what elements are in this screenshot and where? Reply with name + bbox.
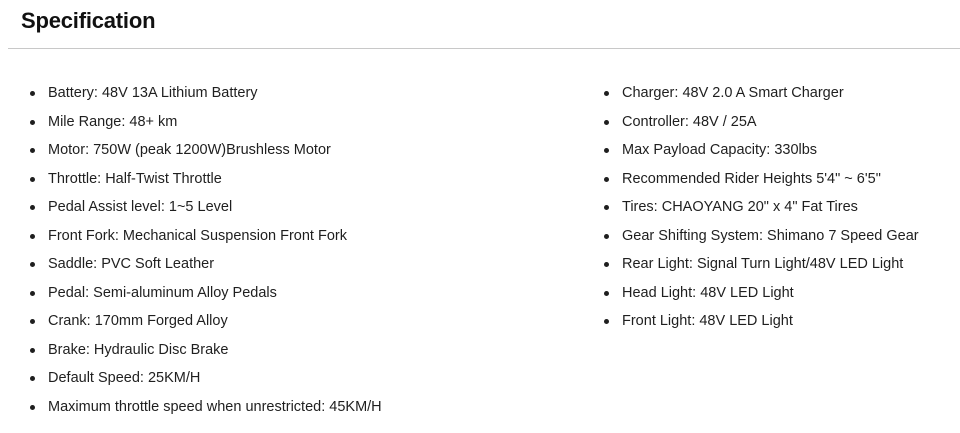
bullet-icon: [604, 177, 609, 182]
spec-item-text: Crank: 170mm Forged Alloy: [48, 313, 228, 329]
spec-item-text: Saddle: PVC Soft Leather: [48, 256, 215, 272]
spec-item-text: Maximum throttle speed when unrestricted: 45KM/H: [48, 398, 382, 415]
spec-item: [604, 250, 954, 279]
spec-item: [604, 79, 954, 108]
spec-item-text: Tires: CHAOYANG 20" x 4" Fat Tires: [622, 199, 858, 215]
spec-item: [30, 222, 550, 251]
bullet-icon: [604, 262, 609, 267]
spec-item: [30, 336, 550, 365]
bullet-icon: [604, 91, 609, 96]
spec-item-text: Rear Light: Signal Turn Light/48V LED Light: [622, 256, 904, 272]
spec-item: [604, 136, 954, 165]
bullet-icon: [604, 120, 609, 125]
spec-item: [30, 250, 550, 279]
spec-item: [604, 222, 954, 251]
bullet-icon: [30, 148, 35, 153]
title-divider: [8, 48, 960, 49]
bullet-icon: [604, 234, 609, 239]
bullet-icon: [604, 205, 609, 210]
spec-item-text: Battery: 48V 13A Lithium Battery: [48, 85, 258, 101]
spec-item-text: Throttle: Half-Twist Throttle: [48, 170, 222, 187]
bullet-icon: [30, 348, 35, 353]
spec-item-text: Brake: Hydraulic Disc Brake: [48, 341, 229, 358]
bullet-icon: [30, 120, 35, 125]
bullet-icon: [30, 205, 35, 210]
bullet-icon: [30, 376, 35, 381]
bullet-icon: [30, 177, 35, 182]
spec-item-text: Recommended Rider Heights 5'4" ~ 6'5": [622, 170, 881, 187]
spec-item: [30, 307, 550, 336]
bullet-icon: [604, 319, 609, 324]
spec-item-text: Motor: 750W (peak 1200W)Brushless Motor: [48, 142, 331, 158]
spec-item: [604, 307, 954, 336]
bullet-icon: [30, 291, 35, 296]
spec-list-right: [604, 79, 954, 336]
spec-item-text: Default Speed: 25KM/H: [48, 370, 201, 386]
spec-item-text: Front Light: 48V LED Light: [622, 313, 793, 329]
spec-item: [30, 193, 550, 222]
spec-item-text: Head Light: 48V LED Light: [622, 284, 794, 301]
bullet-icon: [604, 148, 609, 153]
spec-item-text: Mile Range: 48+ km: [48, 113, 178, 130]
spec-item: [604, 193, 954, 222]
spec-item: [30, 165, 550, 194]
spec-item: [30, 393, 550, 422]
spec-item: [30, 108, 550, 137]
bullet-icon: [30, 234, 35, 239]
spec-item: [30, 136, 550, 165]
bullet-icon: [604, 291, 609, 296]
spec-item: [604, 165, 954, 194]
bullet-icon: [30, 91, 35, 96]
bullet-icon: [30, 405, 35, 410]
spec-item: [604, 108, 954, 137]
spec-item-text: Max Payload Capacity: 330lbs: [622, 142, 818, 158]
spec-item-text: Controller: 48V / 25A: [622, 113, 757, 130]
spec-item-text: Pedal Assist level: 1~5 Level: [48, 199, 233, 215]
spec-item: [604, 279, 954, 308]
spec-item: [30, 79, 550, 108]
spec-item: [30, 279, 550, 308]
spec-item-text: Charger: 48V 2.0 A Smart Charger: [622, 85, 844, 101]
spec-item-text: Gear Shifting System: Shimano 7 Speed Gear: [622, 227, 919, 244]
spec-item: [30, 364, 550, 393]
spec-list-left: [30, 79, 550, 421]
spec-item-text: Front Fork: Mechanical Suspension Front Fork: [48, 227, 347, 244]
page-title: Specification: [21, 8, 156, 33]
bullet-icon: [30, 262, 35, 267]
spec-item-text: Pedal: Semi-aluminum Alloy Pedals: [48, 284, 277, 301]
bullet-icon: [30, 319, 35, 324]
